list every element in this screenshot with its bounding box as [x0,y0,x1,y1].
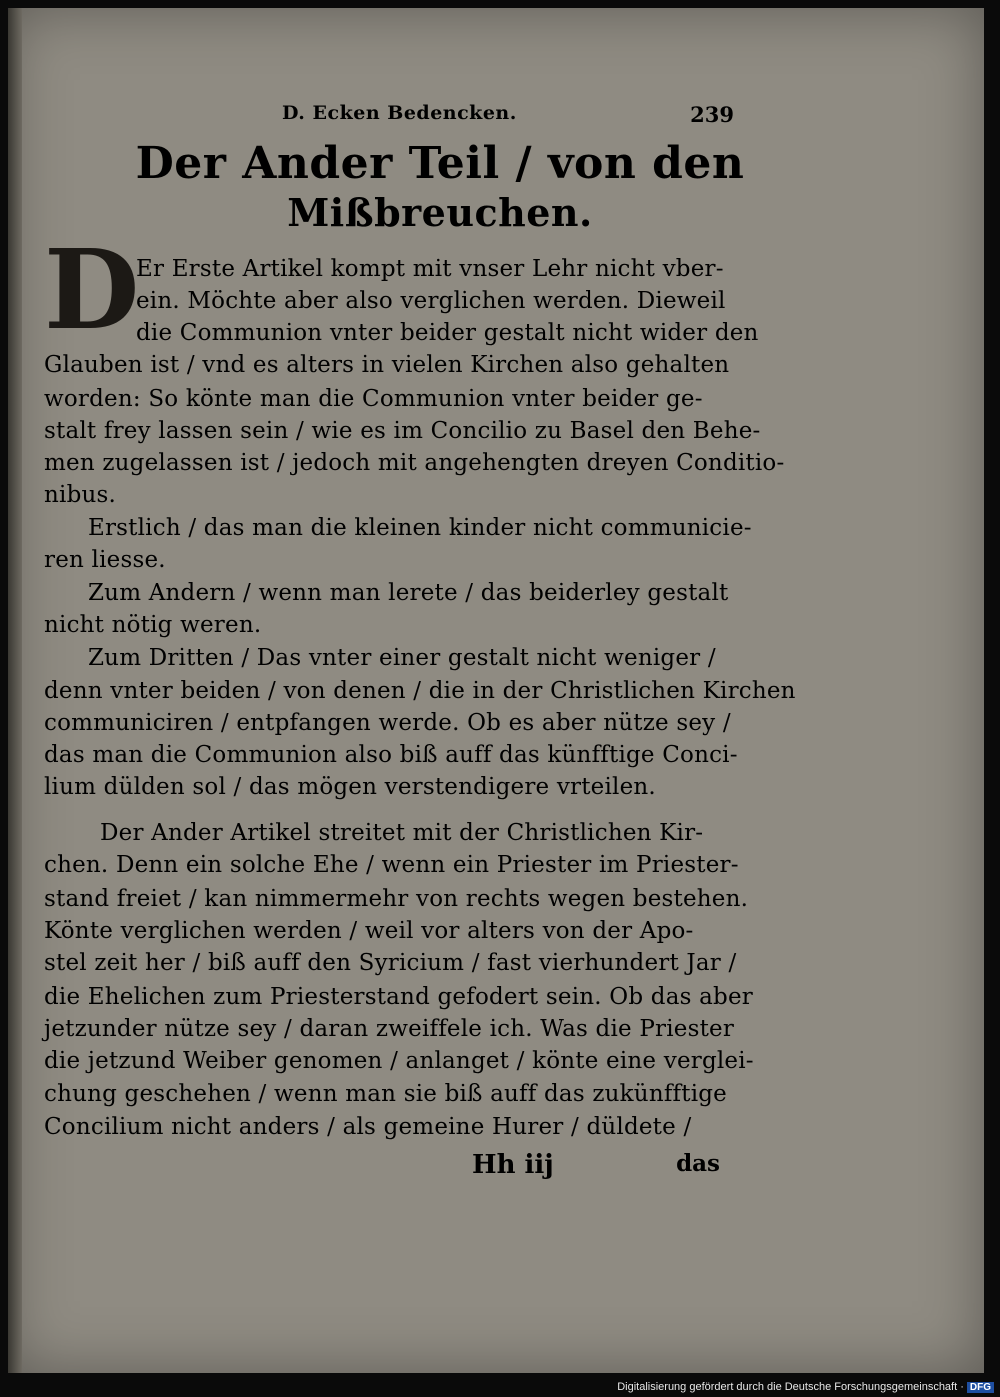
text-line: jetzunder nütze sey / daran zweiffele ich. Was die Priester [44,1016,735,1042]
text-line: nicht nötig weren. [44,612,262,638]
running-title: D. Ecken Bedencken. [282,102,517,124]
text-line: die jetzund Weiber genomen / anlanget / könte eine verglei- [44,1048,754,1074]
text-line: Der Ander Artikel streitet mit der Christlichen Kir- [100,820,704,846]
text-line: Concilium nicht anders / als gemeine Hurer / düldete / [44,1114,692,1140]
decorated-initial: D [44,225,140,354]
section-heading-line-1: Der Ander Teil / von den [135,138,745,189]
text-line: denn vnter beiden / von denen / die in der Christlichen Kirchen [44,678,796,704]
page-gutter [8,8,22,1373]
credit-text: Digitalisierung gefördert durch die Deutsche Forschungsgemeinschaft · [617,1381,964,1393]
text-line: Er Erste Artikel kompt mit vnser Lehr nicht vber- [136,256,724,282]
page-footer [40,1150,720,1184]
text-line: ren liesse. [44,547,166,573]
page-number: 239 [690,102,734,127]
text-line: stalt frey lassen sein / wie es im Concilio zu Basel den Behe- [44,418,761,444]
catchword: das [676,1150,720,1177]
text-line: die Communion vnter beider gestalt nicht wider den [136,320,759,346]
text-line: men zugelassen ist / jedoch mit angehengten dreyen Conditio- [44,450,785,476]
running-head [282,102,734,132]
text-line: ein. Möchte aber also verglichen werden. Dieweil [136,288,726,314]
section-heading-line-2: Mißbreuchen. [287,190,593,235]
text-line: stand freiet / kan nimmermehr von rechts wegen bestehen. [44,886,749,912]
text-line: nibus. [44,482,117,508]
text-line: Glauben ist / vnd es alters in vielen Kirchen also gehalten [44,352,730,378]
text-line: worden: So könte man die Communion vnter beider ge- [44,386,703,412]
text-line: Erstlich / das man die kleinen kinder nicht communicie- [88,515,752,541]
text-line: Zum Andern / wenn man lerete / das beiderley gestalt [88,580,729,606]
text-line: communiciren / entpfangen werde. Ob es aber nütze sey / [44,710,731,736]
text-line: Zum Dritten / Das vnter einer gestalt nicht weniger / [88,645,716,671]
digitization-credit [617,1381,994,1393]
text-line: Könte verglichen werden / weil vor alters von der Apo- [44,918,694,944]
text-line: das man die Communion also biß auff das künfftige Conci- [44,742,738,768]
text-line: lium dülden sol / das mögen verstendigere vrteilen. [44,774,656,800]
signature-mark: Hh iij [472,1150,554,1180]
dfg-logo: DFG [967,1382,994,1393]
text-line: chen. Denn ein solche Ehe / wenn ein Priester im Priester- [44,852,739,878]
text-line: stel zeit her / biß auff den Syricium / fast vierhundert Jar / [44,950,737,976]
text-line: chung geschehen / wenn man sie biß auff das zukünfftige [44,1081,727,1107]
text-line: die Ehelichen zum Priesterstand gefodert sein. Ob das aber [44,984,753,1010]
